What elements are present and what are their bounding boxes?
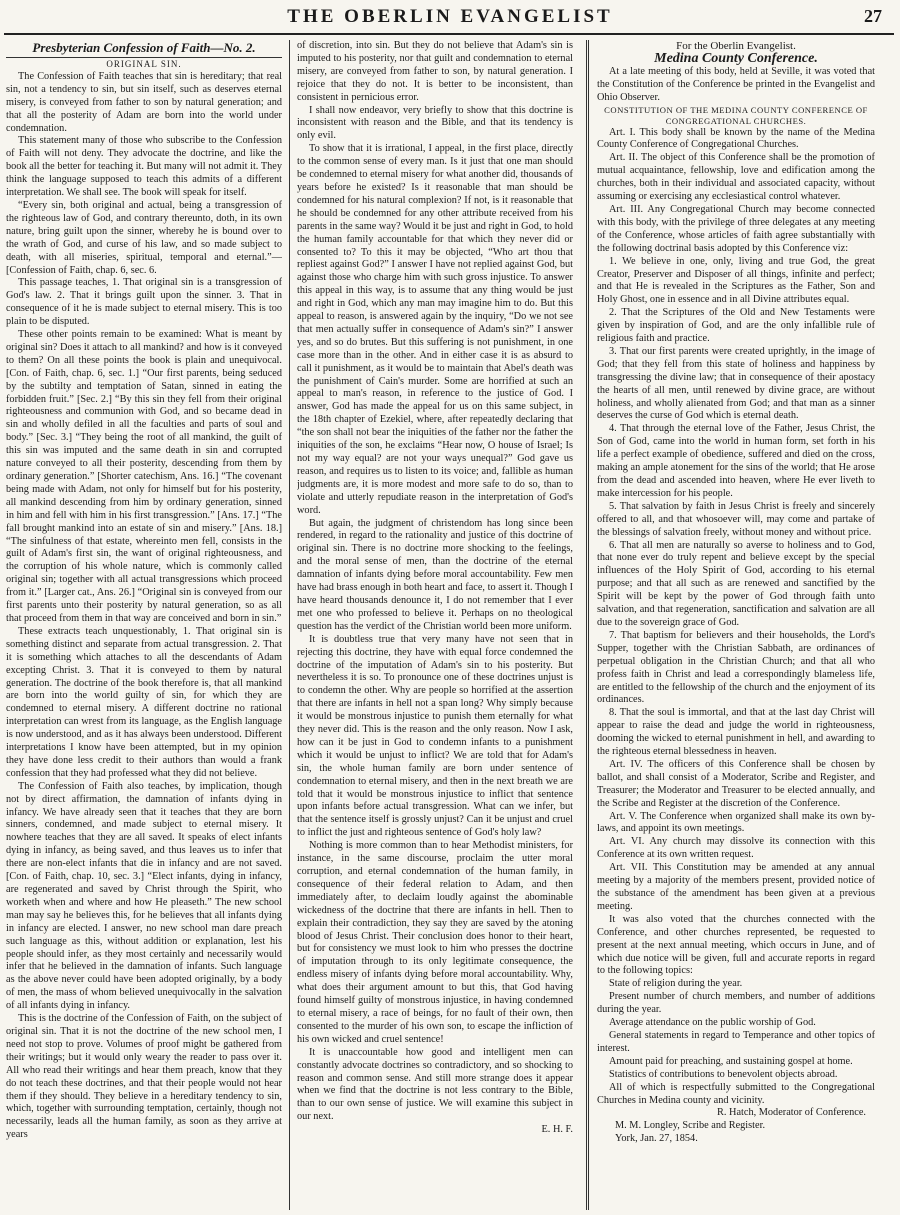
- paragraph: Statistics of contributions to benevolent objects abroad.: [609, 1068, 838, 1080]
- paragraph: Art. V. The Conference when organized shall make its own by-laws, and appoint its own meetings.: [597, 810, 875, 835]
- masthead-rule: [4, 33, 894, 35]
- paragraph: This statement many of those who subscribe to the Confession of Faith will not deny. They advocate the doctrine, and like the book all the better for teaching it. But many will not admit it. They think the language supposed to teach this admits of a different interpretation. We shall see. The book will speak for itself.: [6, 135, 282, 199]
- article-subheading: ORIGINAL SIN.: [106, 59, 182, 69]
- article-headline: Medina County Conference.: [654, 50, 818, 66]
- paragraph: 3. That our first parents were created uprightly, in the image of God; that they fell from this state of holiness and happiness by transgressing the divine law; that in consequence of their apostacy the hearts of all men, until renewed by divine grace, are without holiness, and wholly alienated from God; and that man as a sinner deserves the curse of God which is eternal death.: [597, 345, 875, 422]
- paragraph: Art. VII. This Constitution may be amended at any annual meeting by a majority of the members present, provided notice of the substance of the amendment has been given at a previous meeting.: [597, 862, 875, 912]
- paragraph: These other points remain to be examined: What is meant by original sin? Does it attach to all mankind? and how is it conveyed to them? On all these points the book is plain and unequivocal. [Con. of Faith, chap. 6, sec. 1.] “Our first parents, being seduced by the subtilty and temptation of Satan, sinned in eating the forbidden fruit.” [Sec. 2.] “By this sin they fell from their original righteousness and communion with God, and so became dead in sin and wholly defiled in all the faculties and parts of soul and body.” [Sec. 3.] “They being the root of all mankind, the guilt of this sin was imputed and the same death in sin and corrupted nature conveyed to all their posterity, descending from them by ordinary generation.” [Shorter catechism, Ans. 16.] “The covenant being made with Adam, not only for himself but for his posterity, all mankind descending from him by ordinary generation, sinned in him and fell with him in his first transgression.” [Ans. 17.] “The fall brought mankind into an estate of sin and misery.” [Ans. 18.] “The sinfulness of that estate, whereinto men fell, consists in the guilt of Adam's first sin, the want of original righteousness, and the corruption of his whole nature, which is commonly called original sin; together with all actual transgressions which proceed from it.” [Larger cat., Ans. 26.] “Original sin is conveyed from our first parents unto their posterity by natural generation, so as all that proceed from them in that way are conceived and born in sin.”: [6, 329, 282, 624]
- paragraph: 2. That the Scriptures of the Old and New Testaments were given by inspiration of God, and are the only infallible rule of religious faith and practice.: [597, 307, 875, 345]
- dateline: York, Jan. 27, 1854.: [615, 1133, 698, 1145]
- paragraph: State of religion during the year.: [609, 978, 743, 990]
- paragraph: Average attendance on the public worship of God.: [609, 1017, 816, 1029]
- paragraph: It is doubtless true that very many have not seen that in rejecting this doctrine, they have with equal force condemned the doctrine of the imputation of Adam's sin to his posterity. But nevertheless it is so. To pronounce one of these doctrines unjust is to condemn the other. Why are people so horrified at the assertion that there are infants in hell not a span long? Why simply because it would be monstrous injustice to punish them eternally for what they never did. This is the reason and the only reason. Now I ask, how can it be just in God to condemn infants to a punishment which it would be unjust to inflict? We are told that for Adam's sin, the whole human family are born under sentence of condemnation to eternal misery, and then in the next breath we are told that it would be monstrous injustice to inflict that sentence upon infants before actual transgression. What can we infer, but that the sentence itself is grossly unjust? Can it be unjust and cruel to inflict the just and righteous sentence of God's holy law?: [297, 633, 573, 839]
- scribe-signature: M. M. Longley, Scribe and Register.: [615, 1120, 766, 1132]
- paragraph: “Every sin, both original and actual, being a transgression of the righteous law of God, and contrary thereunto, doth, in its own nature, bring guilt upon the sinner, whereby he is bound over to the wrath of God, and curse of his law, and so made subject to death, with all miseries, spiritual, temporal and eternal.”—[Confession of Faith, chap. 6, sec. 6.: [6, 199, 282, 276]
- paragraph: The Confession of Faith also teaches, by implication, though not by direct affirmation, the damnation of infants dying in infancy. We have already seen that it teaches that they are born sinners, condemned, and made subject to eternal misery. It nowhere teaches that they are all saved. It speaks of elect infants dying in infancy, as being saved, and thus leaves us to infer that there are non-elect infants that die in infancy and are not saved. [Con. of Faith, chap. 10, sec. 3.] “Elect infants, dying in infancy, are regenerated and saved by Christ through the Spirit, who worketh when and where and how He pleaseth.” The new school man may say he believes this, for he believes that all infants dying in infancy are elected. I answer, no new school man dare preach such language as this, without addition or explanation, lest his people should infer, as they most certainly and necessarily would infer that he believed in the damnation of infants. Such language as the above never could have been adopted originally, by a body of men, the mass of whom believed unequivocally in the salvation of all infants dying in infancy.: [6, 780, 282, 1012]
- column-divider: [289, 40, 290, 1210]
- paragraph: These extracts teach unquestionably, 1. That original sin is something distinct and separate from actual transgression. 2. That it is something which attaches to all the descendants of Adam excepting Christ. 3. That it is conveyed to them by natural generation. The doctrine of the book therefore is, that all mankind are born into the world guilty of sin, for which they are condemned to eternal misery. A different doctrine no rational interpretation can wrest from its language, as the English language is now understood, and as it has always been understood. Different interpretations I know have been attempted, but in my opinion they have done less credit to their authors than would a frank confession that they had professed what they did not believe.: [6, 625, 282, 779]
- paragraph: At a late meeting of this body, held at Seville, it was voted that the Constitution of the Conference be printed in the Evangelist and Ohio Observer.: [597, 65, 875, 103]
- paragraph: I shall now endeavor, very briefly to show that this doctrine is inconsistent with reason and the Bible, and that its tendency is only evil.: [297, 104, 573, 142]
- paragraph: It is unaccountable how good and intelligent men can constantly advocate doctrines so contradictory, and so shocking to reason and common sense. And still more strange does it appear when we find that the doctrine is not less contrary to the Bible, than to our own sense of justice. We will examine this subject in our next.: [297, 1046, 573, 1123]
- paragraph: Art. II. The object of this Conference shall be the promotion of mutual acquaintance, fellowship, love and edification among the churches, both in their individual and associated capacity, without assuming or exercising any ecclesiastical control whatever.: [597, 152, 875, 203]
- moderator-signature: R. Hatch, Moderator of Conference.: [717, 1107, 866, 1119]
- paragraph: Art. III. Any Congregational Church may become connected with this body, with the privilege of three delegates at any meeting of the Conference, whose articles of faith agree substantially with the following doctrinal basis adopted by this Conference viz:: [597, 203, 875, 254]
- paragraph: Art. I. This body shall be known by the name of the Medina County Conference of Congregational Churches.: [597, 126, 875, 151]
- article-headline: Presbyterian Confession of Faith—No. 2.: [6, 40, 282, 58]
- column-1: [6, 40, 282, 1210]
- column-3: [597, 40, 875, 1210]
- paragraph: This passage teaches, 1. That original sin is a transgression of God's law. 2. That it brings guilt upon the sinner. 3. That in consequence of it he is made subject to eternal misery. This is too plain to be disputed.: [6, 277, 282, 328]
- constitution-title: CONSTITUTION OF THE MEDINA COUNTY CONFERENCE OF CONGREGATIONAL CHURCHES.: [604, 104, 868, 126]
- paragraph: 1. We believe in one, only, living and true God, the great Creator, Preserver and Disposer of all things, infinite and perfect; and that He is revealed in the Scriptures as the Father, Son and Holy Ghost, one in essence and in all Divine attributes equal.: [597, 255, 875, 306]
- paragraph: Nothing is more common than to hear Methodist ministers, for instance, in the same discourse, proclaim the utter moral corruption, and eternal condemnation of the human family, in consequence of their federal relation to Adam, and then immediately after, to declaim loudly against the abominable wickedness of the doctrine that there are infants in hell. Then to explain their contradiction, they say they are saved by the atoning blood of Jesus Christ. Their conclusion does honor to their heart, but for consistency we must look to him who presses the doctrine of imputation through to its only legitimate consequence, the endless misery of infants dying before moral accountability. Why, what does their argument amount to but this, that God having found himself guilty of monstrous injustice, in having condemned to eternal misery, a race of beings, for no fault of their own, then consented to the murder of his own son, to escape the infliction of his own wicked and cruel sentence!: [297, 840, 573, 1045]
- paragraph: Art. VI. Any church may dissolve its connection with this Conference at its own written request.: [597, 836, 875, 861]
- article-intro: For the Oberlin Evangelist.: [676, 40, 796, 52]
- paragraph: Amount paid for preaching, and sustaining gospel at home.: [609, 1055, 853, 1067]
- column-2: [297, 40, 573, 1210]
- article-signature: E. H. F.: [541, 1124, 573, 1136]
- paragraph: 7. That baptism for believers and their households, the Lord's Supper, together with the Christian Sabbath, are ordinances of perpetual obligation in the Christian Church; and that all who profess faith in Christ and lead a correspondingly blameless life, are entitled to the fellowship of the church and the enjoyment of its ordinances.: [597, 629, 875, 706]
- paragraph: All of which is respectfully submitted to the Congregational Churches in Medina county and vicinity.: [597, 1081, 875, 1106]
- paragraph: It was also voted that the churches connected with the Conference, and other churches represented, be requested to present at the next annual meeting, which occurs in June, and of which due notice will be given, full and accurate reports in regard to the following topics:: [597, 913, 875, 977]
- paragraph: General statements in regard to Temperance and other topics of interest.: [597, 1029, 875, 1054]
- masthead: [0, 0, 900, 36]
- newspaper-title: THE OBERLIN EVANGELIST: [287, 6, 613, 27]
- paragraph: The Confession of Faith teaches that sin is hereditary; that real sin, not a tendency to sin, but sin itself, such as deserves eternal misery, is conveyed from father to son by natural generation; and that all the posterity of Adam are born into the world under condemnation.: [6, 70, 282, 134]
- paragraph: Art. IV. The officers of this Conference shall be chosen by ballot, and shall consist of a Moderator, Scribe and Register, and Treasurer; the Moderator and Treasurer to be elected annually, and the Scribe and Register at the discretion of the Conference.: [597, 758, 875, 809]
- column-divider-double: [586, 40, 589, 1210]
- paragraph: This is the doctrine of the Confession of Faith, on the subject of original sin. That it is not the doctrine of the new school men, I need not stop to prove. Volumes of proof might be gathered from their writings; but it would only weary the reader to pass over it. All who read their writings and hear them preach, know that they do not teach these doctrines, and that their people would not hear them if they should. They believe in a hereditary tendency to sin, which, together with surrounding temptation, certainly, though not necessarily, leads all the human family, as soon as they arrive at years: [6, 1013, 282, 1141]
- paragraph: But again, the judgment of christendom has long since been rendered, in regard to the rationality and justice of this doctrine of original sin. There is no doctrine more shocking to the feelings, and the moral sense of men, than the doctrine of the eternal damnation of infants dying before moral accountability. Few men have had brass enough in both heart and face, to assert it. Though I have heard thousands denounce it, I do not remember that I ever met one who professed to believe it. Perhaps on no theological question has the verdict of the Christian world been more uniform.: [297, 517, 573, 632]
- paragraph: 5. That salvation by faith in Jesus Christ is freely and sincerely offered to all, and that whosoever will, may come and partake of the blessings of salvation freely, without money and without price.: [597, 500, 875, 538]
- paragraph: 4. That through the eternal love of the Father, Jesus Christ, the Son of God, came into the world in human form, set forth in his life a perfect example of obedience, suffered and died on the cross, making an ample atonement for the sins of the world; that He arose from the dead and ascended into heaven, where He ever liveth to make intercession for his people.: [597, 423, 875, 499]
- paragraph: of discretion, into sin. But they do not believe that Adam's sin is imputed to his posterity, nor that guilt and condemnation to eternal misery, are conveyed from father to son, by natural generation. I rejoice that they do not. It is better to be inconsistent, than consistent in pernicious error.: [297, 40, 573, 103]
- paragraph: 6. That all men are naturally so averse to holiness and to God, that none ever do truly repent and believe except by the special influences of the Holy Spirit of God, according to his eternal purpose; and that all such as are renewed and sanctified by the Spirit will be kept by the power of God through faith unto salvation, and that regeneration, sanctification and salvation are all due to the sovereign grace of God.: [597, 539, 875, 628]
- paragraph: 8. That the soul is immortal, and that at the last day Christ will appear to raise the dead and judge the world in righteousness, dooming the wicked to eternal punishment in hell, and awarding to the righteous eternal blessedness in heaven.: [597, 707, 875, 758]
- paragraph: Present number of church members, and number of additions during the year.: [597, 991, 875, 1016]
- paragraph: To show that it is irrational, I appeal, in the first place, directly to the common sense of every man. Is it just that one man should be condemned to eternal misery for what another did, thousands of years before he existed? Is it reasonable that man should be condemned for his natural complexion? If not, is it reasonable that he should be condemned for any other attribute received from his parents in the same way? Would it be just and right in God, to hold the human family accountable for that which they never did or consented to? To this it may be objected, “Who art thou that repliest against God?” I answer I have not replied against God, but against those who charge him with such gross injustice. To answer this appeal in this way, is to assume that any thing would be just and right in God, which any man may imagine him to do. But this appeal to reason, is answered again by the inquiry, “Do we not see that men actually suffer in consequence of Adam's sin?” I answer yes, and so do brutes. But this suffering is not punishment, in one case more than in the other. And in either case it is as absurd to call it punishment, as it would be to maintain that Abel's death was the punishment of Cain's murder. Some are horrified at such an appeal to man's reason, in reference to the justice of God. I answer, God has made the appeal for us on this same subject, in the 18th chapter of Ezekiel, where, after repeatedly declaring that “the son shall not bear the iniquities of the father nor the father the iniquities of the son, he exclaims “Hear now, O house of Israel; Is not my way equal? are not your ways unequal?” God gave us reason, and requires us to listen to its voice; and, fallible as human judgments are, it is more modest and more safe to do so, than to violate and utterly repudiate reason in the interpretation of God's word.: [297, 143, 573, 516]
- page-number: 27: [864, 6, 882, 26]
